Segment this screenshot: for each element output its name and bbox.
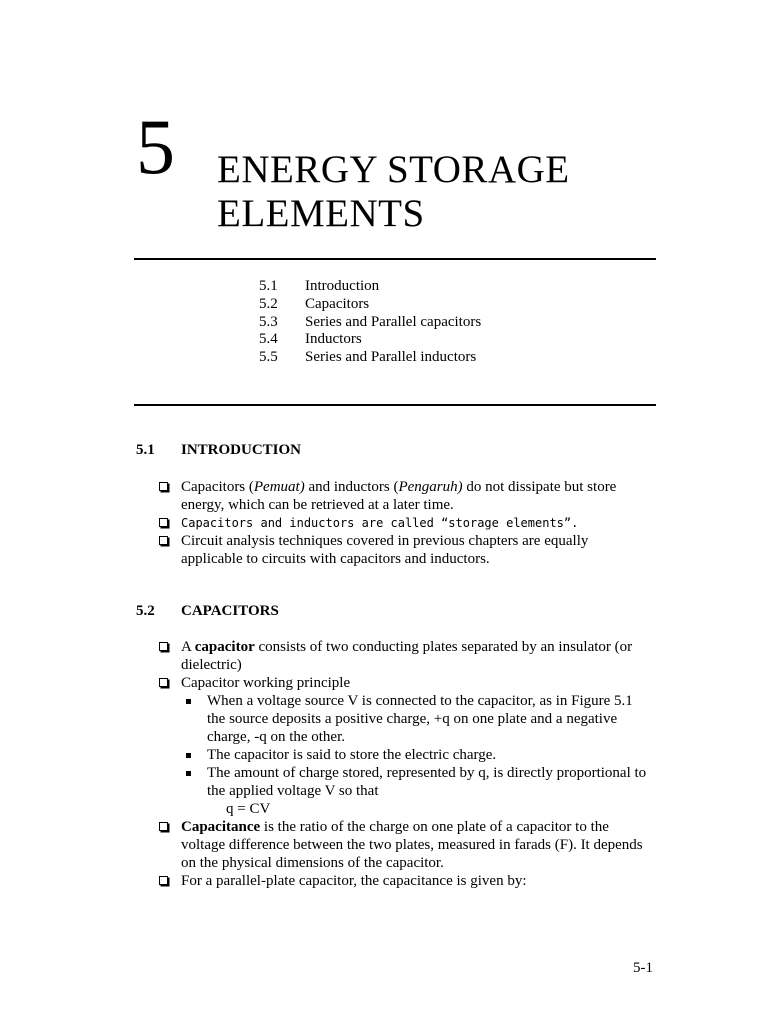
bullet-text: Capacitor working principle <box>181 675 351 691</box>
text-line: the source deposits a positive charge, +q on one plate and a negative <box>207 711 618 727</box>
bold-term: capacitor <box>194 639 255 655</box>
toc-number: 5.1 <box>259 278 278 294</box>
chapter-title <box>217 148 570 236</box>
text-run: A <box>181 639 195 655</box>
checkbox-bullet-icon <box>159 642 168 651</box>
equation: q = CV <box>226 801 271 817</box>
text-line: dielectric) <box>181 657 242 673</box>
toc-number: 5.4 <box>259 331 278 348</box>
bullet-text <box>181 532 653 568</box>
checkbox-bullet-icon <box>159 822 168 831</box>
italic-term: Pemuat) <box>253 479 305 495</box>
text-line: The amount of charge stored, represented by q, is directly proportional to <box>207 765 647 781</box>
checkbox-bullet-icon <box>159 482 168 491</box>
text-line: Circuit analysis techniques covered in previous chapters are equally <box>181 533 589 549</box>
toc-title: Series and Parallel capacitors <box>305 313 482 330</box>
bullet-text <box>181 818 653 872</box>
checkbox-bullet-icon <box>159 536 168 545</box>
text-run: consists of two conducting plates separated by an insulator (or <box>254 639 633 655</box>
text-run: do not dissipate but store <box>462 479 617 495</box>
bullet-text <box>181 478 653 514</box>
chapter-number: 5 <box>136 103 175 190</box>
top-divider <box>134 258 656 260</box>
toc-item <box>259 278 481 296</box>
toc-item <box>259 314 481 332</box>
toc-item <box>259 331 481 349</box>
checkbox-bullet-icon <box>159 518 168 527</box>
text-line: the applied voltage V so that <box>207 783 379 799</box>
section-title: INTRODUCTION <box>181 442 302 458</box>
chapter-title-line-2: ELEMENTS <box>217 192 425 235</box>
text-line: voltage difference between the two plates, measured in farads (F). It depends <box>181 837 643 853</box>
section-heading-capacitors <box>136 603 279 620</box>
section-title: CAPACITORS <box>181 603 279 619</box>
bullet-text: Capacitors and inductors are called “storage elements”. <box>181 516 579 530</box>
toc-number: 5.5 <box>259 349 278 366</box>
text-line: applicable to circuits with capacitors and inductors. <box>181 551 490 567</box>
italic-term: Pengaruh) <box>398 479 463 495</box>
chapter-title-line-1: ENERGY STORAGE <box>217 148 570 191</box>
bullet-text: For a parallel-plate capacitor, the capacitance is given by: <box>181 873 527 889</box>
sub-bullet-text <box>207 692 657 746</box>
text-line: on the physical dimensions of the capacitor. <box>181 855 444 871</box>
checkbox-bullet-icon <box>159 876 168 885</box>
checkbox-bullet-icon <box>159 678 168 687</box>
square-bullet-icon <box>186 771 191 776</box>
toc-item <box>259 349 481 367</box>
section-number: 5.1 <box>136 442 155 458</box>
toc-title: Introduction <box>305 278 380 294</box>
square-bullet-icon <box>186 699 191 704</box>
text-run: Capacitors ( <box>181 479 254 495</box>
toc-title: Inductors <box>305 331 362 348</box>
section-number: 5.2 <box>136 603 155 619</box>
square-bullet-icon <box>186 753 191 758</box>
page-number: 5-1 <box>633 960 653 976</box>
table-of-contents <box>259 278 481 367</box>
sub-bullet-text <box>207 764 657 800</box>
text-line: energy, which can be retrieved at a later time. <box>181 497 454 513</box>
toc-title: Capacitors <box>305 295 370 312</box>
bullet-text <box>181 638 653 674</box>
bottom-divider <box>134 404 656 406</box>
text-line: charge, -q on the other. <box>207 729 346 745</box>
sub-bullet-text: The capacitor is said to store the electric charge. <box>207 747 497 763</box>
toc-number: 5.2 <box>259 295 278 312</box>
text-line: When a voltage source V is connected to the capacitor, as in Figure 5.1 <box>207 693 633 709</box>
toc-item <box>259 296 481 314</box>
section-heading-introduction <box>136 442 301 459</box>
text-run: is the ratio of the charge on one plate of a capacitor to the <box>260 819 609 835</box>
toc-title: Series and Parallel inductors <box>305 349 477 366</box>
bold-term: Capacitance <box>181 819 261 835</box>
text-run: and inductors ( <box>304 479 399 495</box>
toc-number: 5.3 <box>259 313 278 330</box>
